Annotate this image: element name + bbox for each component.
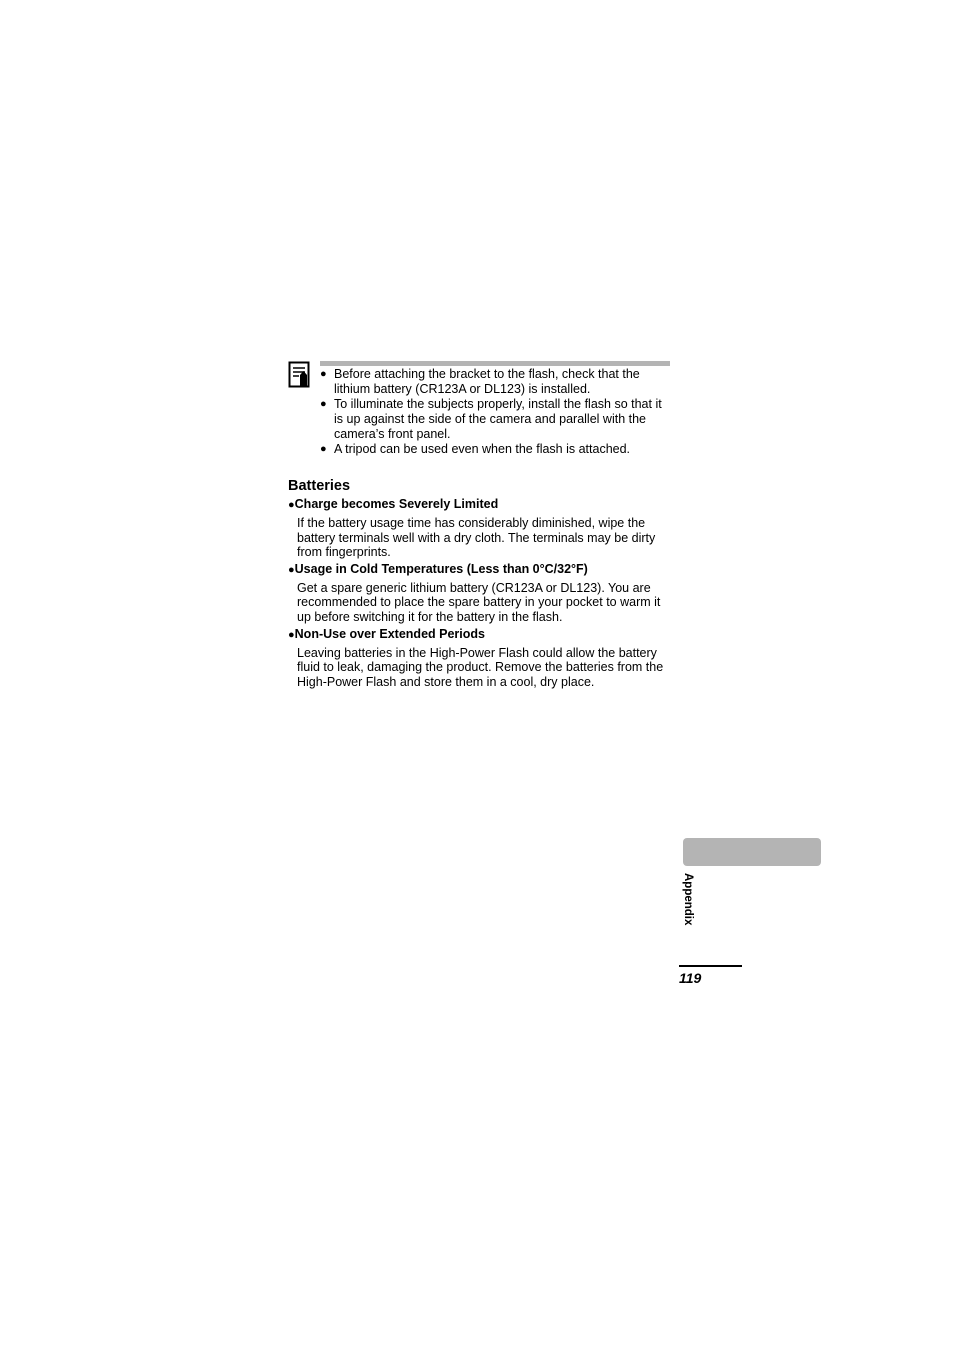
bullet-icon: ● (320, 398, 327, 411)
subsection-heading-text: Usage in Cold Temperatures (Less than 0°C/32°F) (294, 561, 588, 576)
subsection-heading (288, 562, 672, 578)
note-item-text: Before attaching the bracket to the flash, check that the lithium battery (CR123A or DL123) is installed. (334, 367, 640, 396)
chapter-tab-label: Appendix (682, 873, 694, 926)
page-number: 119 (679, 970, 702, 986)
section-title: Batteries (288, 478, 351, 494)
subsection-heading-text: Charge becomes Severely Limited (294, 497, 499, 511)
bullet-icon: ● (320, 443, 327, 456)
subsection-heading (288, 627, 672, 643)
note-header-bar (320, 361, 670, 366)
bullet-icon: ● (288, 628, 295, 641)
note-item-text: To illuminate the subjects properly, install the flash so that it is up against the side of the camera and parallel with the camera’s front panel. (334, 397, 662, 441)
note-item (320, 442, 672, 457)
subsection-heading (288, 497, 672, 513)
bullet-icon: ● (288, 499, 295, 511)
note-item (320, 367, 672, 396)
bullet-icon: ● (320, 368, 327, 380)
subsection-heading-text: Non-Use over Extended Periods (294, 626, 485, 641)
batteries-section (288, 497, 672, 691)
subsection-body: Get a spare generic lithium battery (CR123A or DL123). You are recommended to place the spare battery in your pocket to warm it up before switching it for the battery in the flash. (297, 580, 661, 624)
bullet-icon: ● (288, 563, 295, 576)
memo-note-icon (288, 361, 312, 389)
page-number-rule (679, 965, 742, 967)
note-item (320, 397, 672, 441)
note-list (320, 367, 672, 458)
chapter-tab (683, 838, 821, 866)
note-item-text: A tripod can be used even when the flash is attached. (334, 442, 631, 457)
subsection-body: If the battery usage time has considerably diminished, wipe the battery terminals well with a dry cloth. The terminals may be dirty from fingerprints. (297, 516, 656, 560)
subsection-body: Leaving batteries in the High-Power Flash could allow the battery fluid to leak, damaging the product. Remove the batteries from the High-Power Flash and store them in a cool, dry place. (297, 645, 664, 689)
